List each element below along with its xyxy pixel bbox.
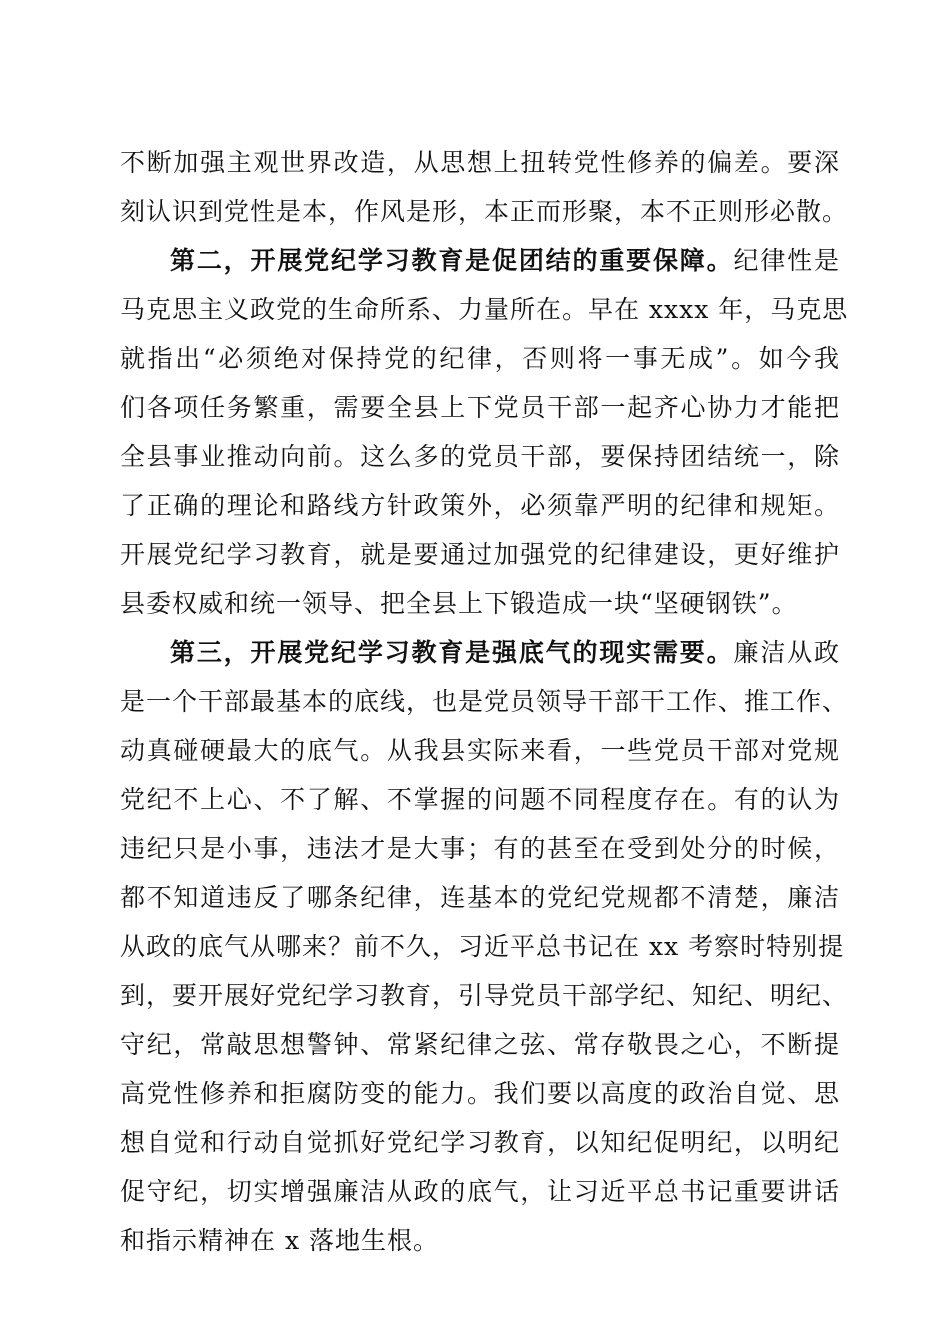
paragraph-line: 马克思主义政党的生命所系、力量所在。早在 xxxx 年，马克思 xyxy=(120,295,849,324)
document-body xyxy=(120,138,849,1265)
paragraph-line: 刻认识到党性是本，作风是形，本正而形聚，本不正则形必散。 xyxy=(120,197,849,226)
paragraph-first-line xyxy=(120,628,840,677)
section-heading-second: 第二，开展党纪学习教育是促团结的重要保障。 xyxy=(170,246,734,275)
paragraph-line: 到，要开展好党纪学习教育，引导党员干部学纪、知纪、明纪、 xyxy=(120,981,849,1010)
paragraph-line: 想自觉和行动自觉抓好党纪学习教育，以知纪促明纪，以明纪 xyxy=(120,1128,840,1157)
paragraph-line: 违纪只是小事，违法才是大事；有的甚至在受到处分的时候， xyxy=(120,834,840,863)
paragraph-line: 县委权威和统一领导、把全县上下锻造成一块“坚硬钢铁”。 xyxy=(120,589,798,618)
paragraph-line: 高党性修养和拒腐防变的能力。我们要以高度的政治自觉、思 xyxy=(120,1079,840,1108)
paragraph-line: 都不知道违反了哪条纪律，连基本的党纪党规都不清楚，廉洁 xyxy=(120,883,840,912)
paragraph-line: 动真碰硬最大的底气。从我县实际来看，一些党员干部对党规 xyxy=(120,736,840,765)
paragraph-first-line xyxy=(120,236,840,285)
paragraph-line: 促守纪，切实增强廉洁从政的底气，让习近平总书记重要讲话 xyxy=(120,1177,840,1206)
paragraph-text: 廉洁从政 xyxy=(733,638,840,667)
paragraph-line: 守纪，常敲思想警钟、常紧纪律之弦、常存敬畏之心，不断提 xyxy=(120,1030,840,1059)
paragraph-text: 纪律性是 xyxy=(733,246,840,275)
paragraph-line: 们各项任务繁重，需要全县上下党员干部一起齐心协力才能把 xyxy=(120,393,840,422)
paragraph-line: 不断加强主观世界改造，从思想上扭转党性修养的偏差。要深 xyxy=(120,148,840,177)
paragraph-line: 和指示精神在 x 落地生根。 xyxy=(120,1226,439,1255)
paragraph-line: 党纪不上心、不了解、不掌握的问题不同程度存在。有的认为 xyxy=(120,785,840,814)
paragraph-line: 开展党纪学习教育，就是要通过加强党的纪律建设，更好维护 xyxy=(120,540,840,569)
paragraph-line: 全县事业推动向前。这么多的党员干部，要保持团结统一，除 xyxy=(120,442,840,471)
paragraph-line: 就指出“必须绝对保持党的纪律，否则将一事无成”。如今我 xyxy=(120,344,840,373)
paragraph-line: 从政的底气从哪来？前不久，习近平总书记在 xx 考察时特别提 xyxy=(120,932,845,961)
paragraph-line: 是一个干部最基本的底线，也是党员领导干部干工作、推工作、 xyxy=(120,687,849,716)
paragraph-line: 了正确的理论和路线方针政策外，必须靠严明的纪律和规矩。 xyxy=(120,491,840,520)
section-heading-third: 第三，开展党纪学习教育是强底气的现实需要。 xyxy=(170,638,734,667)
